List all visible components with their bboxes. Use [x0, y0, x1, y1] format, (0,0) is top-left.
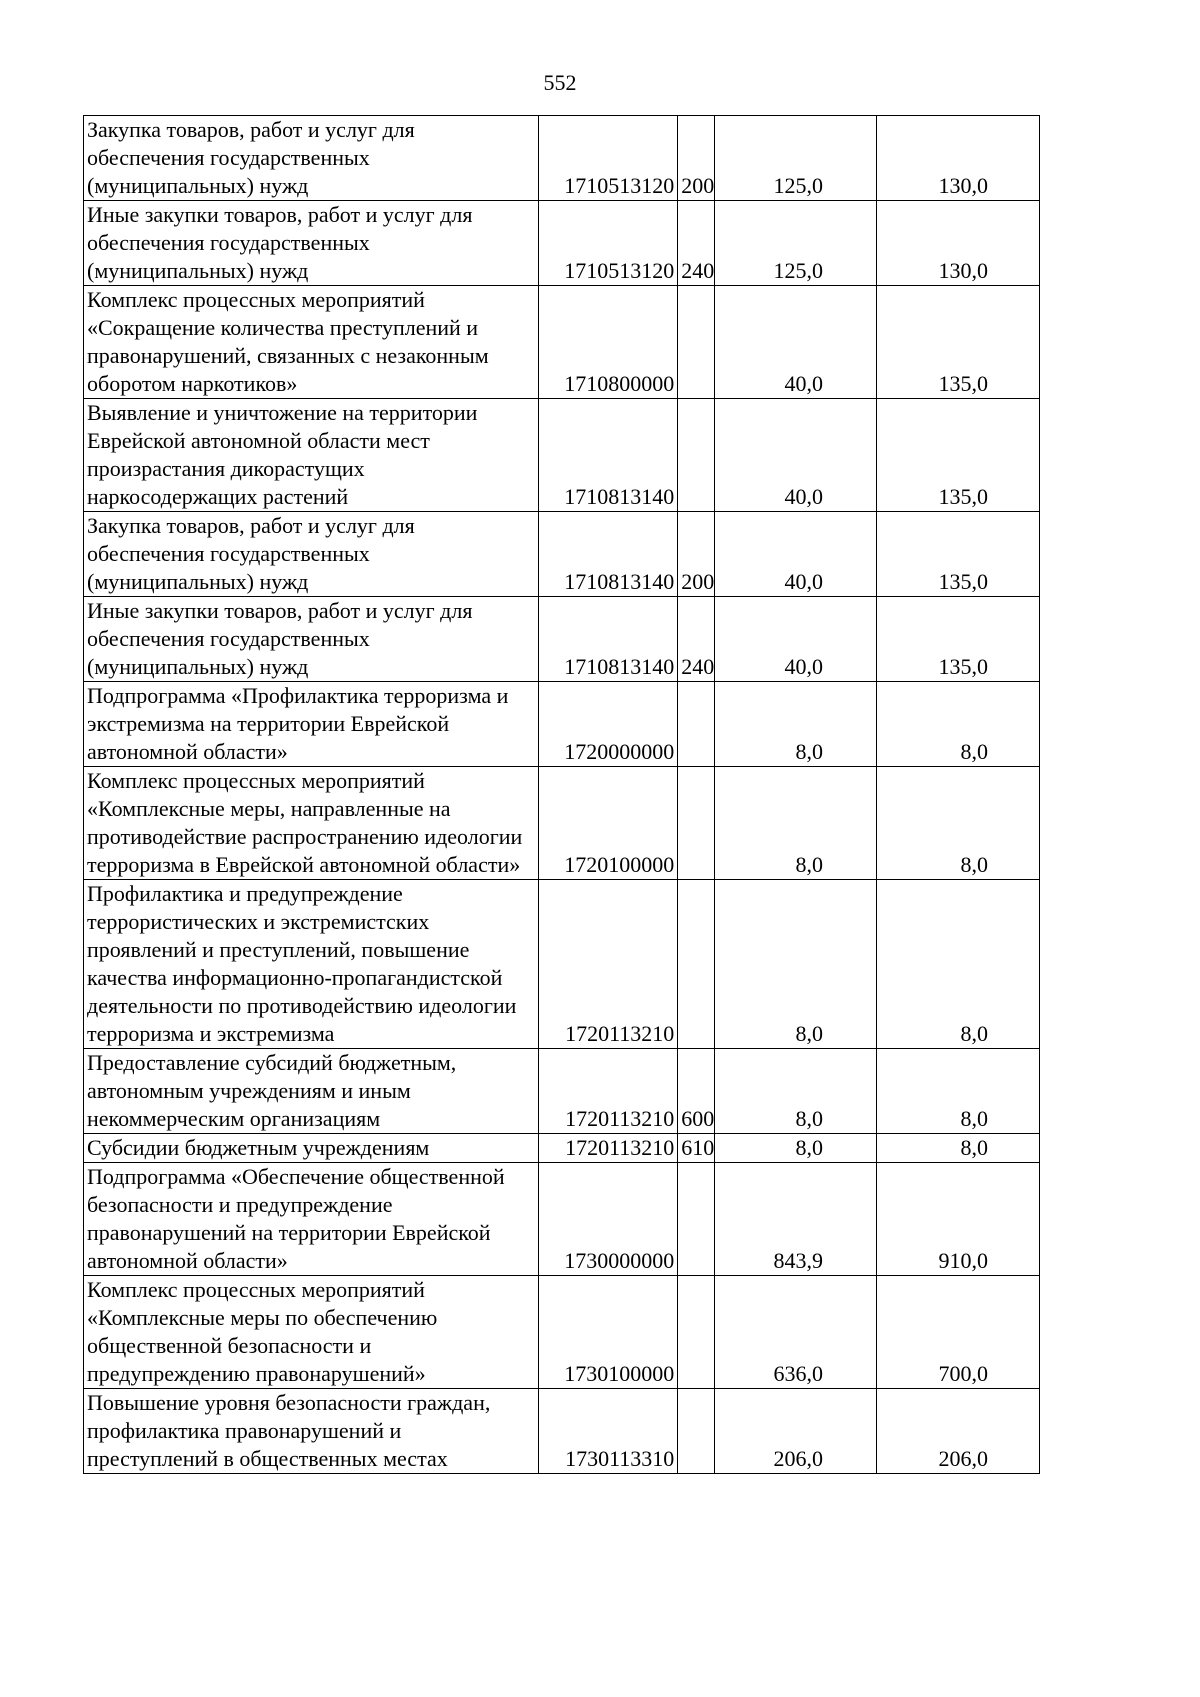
row-expense-type-cell: [678, 767, 715, 880]
row-amount-year1-cell: [715, 116, 877, 201]
row-amount-year1-cell: [715, 286, 877, 399]
row-amount-year2-cell-value: 135,0: [938, 484, 988, 509]
row-csr-code-cell: 1720000000: [538, 682, 677, 767]
row-name-cell: Предоставление субсидий бюджетным, автономным учреждениям и иным некоммерческим организациям: [84, 1049, 539, 1134]
row-csr-code-cell: 1720100000: [538, 767, 677, 880]
row-amount-year1-cell-value: 8,0: [795, 852, 824, 877]
row-csr-code-cell: 1730113310: [538, 1389, 677, 1474]
table-row: [84, 682, 1040, 767]
row-csr-code-cell: 1730100000: [538, 1276, 677, 1389]
table-row: [84, 286, 1040, 399]
row-amount-year1-cell-value: 8,0: [795, 1135, 824, 1160]
row-amount-year2-cell: [877, 1389, 1040, 1474]
row-amount-year2-cell: [877, 1163, 1040, 1276]
row-amount-year2-cell: [877, 1049, 1040, 1134]
row-amount-year2-cell-value: 130,0: [938, 258, 988, 283]
row-amount-year1-cell-value: 40,0: [784, 484, 824, 509]
table-row: [84, 1276, 1040, 1389]
row-amount-year2-cell: [877, 512, 1040, 597]
row-expense-type-cell: [678, 880, 715, 1049]
table-row: [84, 399, 1040, 512]
row-amount-year1-cell: [715, 597, 877, 682]
row-csr-code-cell: 1710813140: [538, 512, 677, 597]
row-amount-year2-cell-value: 8,0: [960, 1106, 988, 1131]
row-csr-code-cell: 1710513120: [538, 201, 677, 286]
row-name-cell: Повышение уровня безопасности граждан, профилактика правонарушений и преступлений в общественных местах: [84, 1389, 539, 1474]
table-row: [84, 116, 1040, 201]
budget-table: [83, 115, 1040, 1474]
row-amount-year1-cell-value: 125,0: [773, 173, 824, 198]
row-amount-year2-cell-value: 700,0: [938, 1361, 988, 1386]
row-csr-code-cell: 1710813140: [538, 597, 677, 682]
row-amount-year2-cell-value: 910,0: [938, 1248, 988, 1273]
row-name-cell: Комплекс процессных мероприятий «Комплексные меры, направленные на противодействие распространению идеологии терроризма в Еврейской автономной области»: [84, 767, 539, 880]
row-amount-year2-cell: [877, 682, 1040, 767]
row-amount-year1-cell: [715, 1389, 877, 1474]
row-amount-year2-cell-value: 8,0: [960, 1135, 988, 1160]
row-amount-year2-cell: [877, 116, 1040, 201]
row-name-cell: Подпрограмма «Обеспечение общественной безопасности и предупреждение правонарушений на территории Еврейской автономной области»: [84, 1163, 539, 1276]
row-amount-year2-cell: [877, 286, 1040, 399]
row-expense-type-cell: 200: [678, 512, 715, 597]
row-csr-code-cell: 1720113210: [538, 1134, 677, 1163]
table-row: [84, 597, 1040, 682]
row-expense-type-cell: [678, 286, 715, 399]
table-row: [84, 512, 1040, 597]
row-expense-type-cell: 200: [678, 116, 715, 201]
row-amount-year2-cell: [877, 880, 1040, 1049]
row-amount-year1-cell-value: 8,0: [795, 1021, 824, 1046]
row-expense-type-cell: [678, 1163, 715, 1276]
row-amount-year2-cell-value: 206,0: [938, 1446, 988, 1471]
row-amount-year1-cell: [715, 201, 877, 286]
row-expense-type-cell: [678, 682, 715, 767]
row-name-cell: Иные закупки товаров, работ и услуг для обеспечения государственных (муниципальных) нужд: [84, 597, 539, 682]
row-amount-year1-cell-value: 8,0: [795, 1106, 824, 1131]
row-amount-year2-cell: [877, 201, 1040, 286]
row-expense-type-cell: 240: [678, 201, 715, 286]
row-amount-year1-cell-value: 206,0: [773, 1446, 824, 1471]
table-row: [84, 767, 1040, 880]
row-expense-type-cell: [678, 399, 715, 512]
row-csr-code-cell: 1730000000: [538, 1163, 677, 1276]
row-expense-type-cell: [678, 1276, 715, 1389]
row-amount-year2-cell: [877, 1276, 1040, 1389]
table-row: [84, 1163, 1040, 1276]
row-name-cell: Профилактика и предупреждение террористических и экстремистских проявлений и преступлений, повышение качества информационно-пропагандистской деятельности по противодействию идеологии терроризма и экстремизма: [84, 880, 539, 1049]
row-amount-year2-cell-value: 130,0: [938, 173, 988, 198]
row-amount-year1-cell: [715, 399, 877, 512]
row-name-cell: Комплекс процессных мероприятий «Комплексные меры по обеспечению общественной безопасности и предупреждению правонарушений»: [84, 1276, 539, 1389]
page-number: 552: [543, 70, 577, 95]
row-amount-year2-cell: [877, 597, 1040, 682]
row-amount-year1-cell-value: 40,0: [784, 569, 824, 594]
table-row: [84, 1049, 1040, 1134]
row-csr-code-cell: 1710813140: [538, 399, 677, 512]
row-amount-year2-cell-value: 135,0: [938, 569, 988, 594]
table-row: [84, 201, 1040, 286]
row-name-cell: Комплекс процессных мероприятий «Сокращение количества преступлений и правонарушений, связанных с незаконным оборотом наркотиков»: [84, 286, 539, 399]
row-amount-year2-cell: [877, 1134, 1040, 1163]
row-name-cell: Закупка товаров, работ и услуг для обеспечения государственных (муниципальных) нужд: [84, 116, 539, 201]
row-csr-code-cell: 1720113210: [538, 880, 677, 1049]
table-row: [84, 880, 1040, 1049]
row-name-cell: Выявление и уничтожение на территории Еврейской автономной области мест произрастания дикорастущих наркосодержащих растений: [84, 399, 539, 512]
table-row: [84, 1134, 1040, 1163]
table-body: [84, 116, 1040, 1474]
row-name-cell: Закупка товаров, работ и услуг для обеспечения государственных (муниципальных) нужд: [84, 512, 539, 597]
row-csr-code-cell: 1710513120: [538, 116, 677, 201]
row-amount-year2-cell-value: 8,0: [960, 739, 988, 764]
row-expense-type-cell: 610: [678, 1134, 715, 1163]
row-amount-year1-cell: [715, 767, 877, 880]
row-name-cell: Иные закупки товаров, работ и услуг для обеспечения государственных (муниципальных) нужд: [84, 201, 539, 286]
row-amount-year2-cell-value: 135,0: [938, 654, 988, 679]
row-amount-year1-cell: [715, 1049, 877, 1134]
row-csr-code-cell: 1710800000: [538, 286, 677, 399]
row-amount-year2-cell-value: 8,0: [960, 1021, 988, 1046]
row-amount-year1-cell-value: 40,0: [784, 371, 824, 396]
row-amount-year1-cell: [715, 1276, 877, 1389]
row-amount-year1-cell-value: 636,0: [773, 1361, 824, 1386]
row-amount-year2-cell: [877, 767, 1040, 880]
row-amount-year1-cell-value: 8,0: [795, 739, 824, 764]
row-name-cell: Субсидии бюджетным учреждениям: [84, 1134, 539, 1163]
row-name-cell: Подпрограмма «Профилактика терроризма и экстремизма на территории Еврейской автономной области»: [84, 682, 539, 767]
row-amount-year1-cell: [715, 880, 877, 1049]
row-expense-type-cell: [678, 1389, 715, 1474]
row-amount-year2-cell: [877, 399, 1040, 512]
row-amount-year2-cell-value: 135,0: [938, 371, 988, 396]
row-amount-year2-cell-value: 8,0: [960, 852, 988, 877]
row-expense-type-cell: 240: [678, 597, 715, 682]
row-amount-year1-cell: [715, 512, 877, 597]
row-amount-year1-cell: [715, 1163, 877, 1276]
row-expense-type-cell: 600: [678, 1049, 715, 1134]
table-row: [84, 1389, 1040, 1474]
row-amount-year1-cell-value: 125,0: [773, 258, 824, 283]
row-amount-year1-cell: [715, 1134, 877, 1163]
row-amount-year1-cell-value: 40,0: [784, 654, 824, 679]
row-amount-year1-cell: [715, 682, 877, 767]
row-csr-code-cell: 1720113210: [538, 1049, 677, 1134]
row-amount-year1-cell-value: 843,9: [773, 1248, 824, 1273]
